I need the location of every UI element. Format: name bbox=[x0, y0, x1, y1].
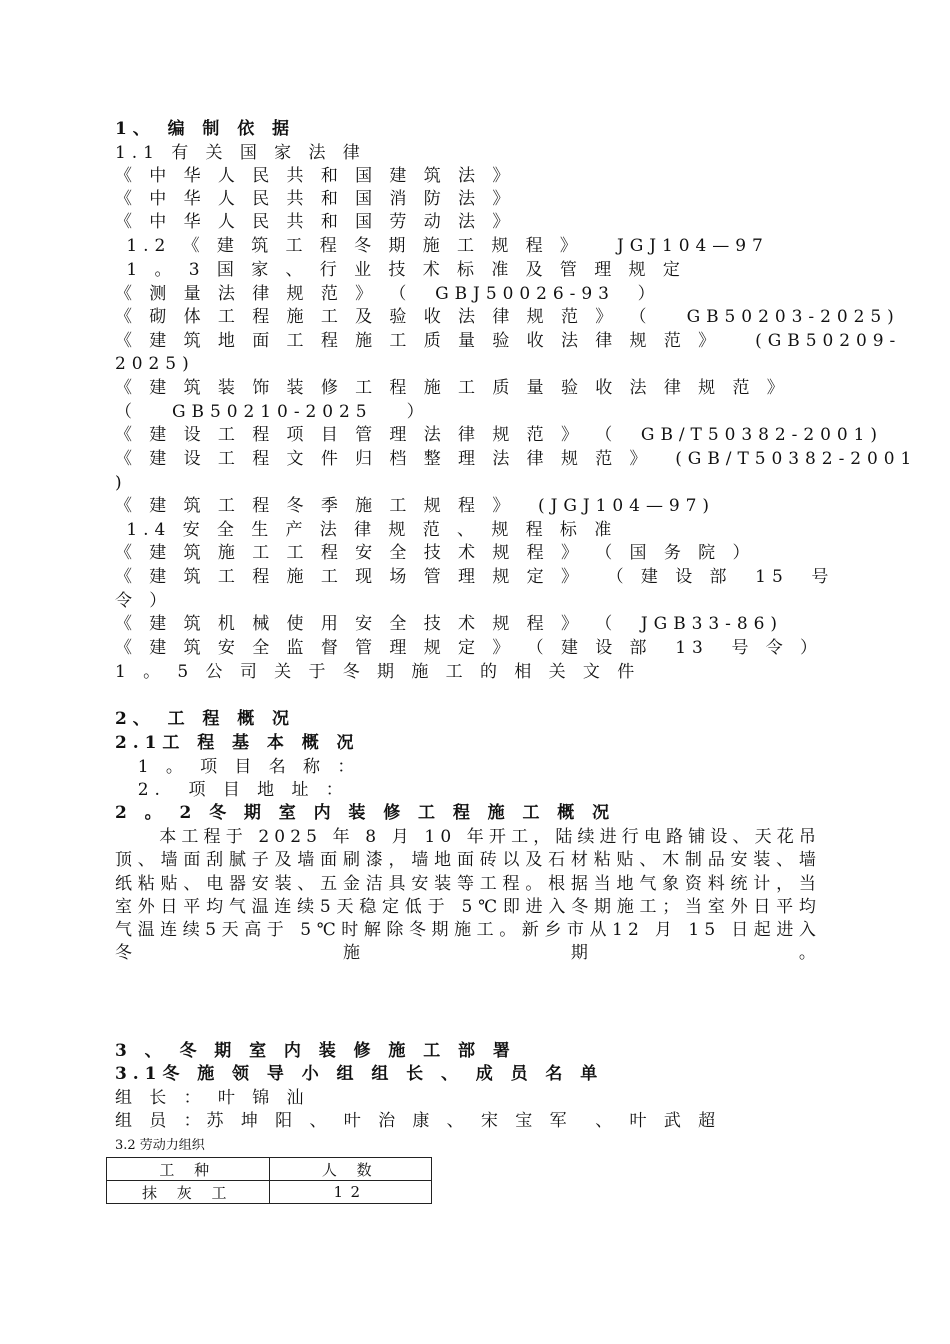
basis-line: （ GB50210-2025 ） bbox=[115, 402, 430, 422]
leader-line: 组 长 ： 叶 锦 汕 bbox=[115, 1088, 310, 1108]
project-address-line: 2. 项 目 地 址 ： bbox=[115, 780, 349, 800]
section-1-heading: 1、 编 制 依 据 bbox=[115, 119, 296, 139]
section-2-2-heading: 2 。 2 冬 期 室 内 装 修 工 程 施 工 概 况 bbox=[115, 803, 616, 823]
basis-line: 《 砌 体 工 程 施 工 及 验 收 法 律 规 范 》 （ GB50203-2025) bbox=[115, 307, 900, 327]
basis-line: 《 建 筑 工 程 施 工 现 场 管 理 规 定 》 （ 建 设 部 15 号 bbox=[115, 567, 835, 587]
section-3-heading: 3 、 冬 期 室 内 装 修 施 工 部 署 bbox=[115, 1041, 516, 1061]
table-row bbox=[107, 1181, 432, 1204]
basis-line: 《 中 华 人 民 共 和 国 劳 动 法 》 bbox=[115, 212, 516, 232]
basis-line: 《 中 华 人 民 共 和 国 建 筑 法 》 bbox=[115, 166, 516, 186]
section-3-1-heading: 3.1冬 施 领 导 小 组 组 长 、 成 员 名 单 bbox=[115, 1064, 604, 1084]
table-cell: 抹 灰 工 bbox=[107, 1181, 270, 1204]
basis-line: 1 。 3 国 家 、 行 业 技 术 标 准 及 管 理 规 定 bbox=[115, 260, 686, 280]
construction-overview-paragraph: 本工程于 2025 年 8 月 10 年开工，陆续进行电路铺设、天花吊顶、墙面刮腻子及墙面刷漆，墙地面砖以及石材粘贴、木制品安装、墙纸粘贴、电器安装、五金洁具安装等工程。根据当地气象资料统计，当室外日平均气温连续5天稳定低于 5℃即进入冬期施工；当室外日平均气温连续5天高于 5℃时解除冬期施工。新乡市从12 月 15 日起进入冬施期。 bbox=[115, 827, 821, 964]
basis-line: 《 建 筑 施 工 工 程 安 全 技 术 规 程 》 （ 国 务 院 ） bbox=[115, 543, 756, 563]
table-header-row bbox=[107, 1158, 432, 1181]
basis-line: 2025) bbox=[115, 354, 195, 374]
section-3-2-heading: 3.2 劳动力组织 bbox=[115, 1138, 205, 1153]
basis-line: 《 中 华 人 民 共 和 国 消 防 法 》 bbox=[115, 189, 516, 209]
section-2-heading: 2、 工 程 概 况 bbox=[115, 709, 296, 729]
basis-line: 《 建 设 工 程 项 目 管 理 法 律 规 范 》 （ GB/T50382-2001) bbox=[115, 425, 884, 445]
basis-line: 《 建 筑 安 全 监 督 管 理 规 定 》 （ 建 设 部 13 号 令 ） bbox=[115, 638, 824, 658]
table-cell: 12 bbox=[270, 1181, 432, 1204]
basis-line: 1.4 安 全 生 产 法 律 规 范 、 规 程 标 准 bbox=[115, 520, 618, 540]
basis-line: 令 ） bbox=[115, 591, 173, 611]
labor-table bbox=[106, 1157, 432, 1204]
basis-line: 《 建 筑 工 程 冬 季 施 工 规 程 》 (JGJ104—97) bbox=[115, 496, 716, 516]
basis-line: 《 建 筑 装 饰 装 修 工 程 施 工 质 量 验 收 法 律 规 范 》 bbox=[115, 378, 790, 398]
basis-line: 《 测 量 法 律 规 范 》 （ GBJ50026-93 ） bbox=[115, 284, 661, 304]
basis-line: 1.2 《 建 筑 工 程 冬 期 施 工 规 程 》 JGJ104—97 bbox=[115, 236, 769, 256]
basis-line: 《 建 设 工 程 文 件 归 档 整 理 法 律 规 范 》 (GB/T50382-2001 bbox=[115, 449, 918, 469]
basis-line: 《 建 筑 机 械 使 用 安 全 技 术 规 程 》 （ JGB33-86) bbox=[115, 614, 783, 634]
basis-line: 1 。 5 公 司 关 于 冬 期 施 工 的 相 关 文 件 bbox=[115, 662, 641, 682]
section-2-1-heading: 2.1工 程 基 本 概 况 bbox=[115, 733, 360, 753]
table-header-cell: 工 种 bbox=[107, 1158, 270, 1181]
members-line: 组 员 ：苏 坤 阳 、 叶 治 康 、 宋 宝 军 、 叶 武 超 bbox=[115, 1111, 722, 1131]
basis-line: 《 建 筑 地 面 工 程 施 工 质 量 验 收 法 律 规 范 》 (GB50209- bbox=[115, 331, 902, 351]
basis-line: ) bbox=[115, 473, 128, 493]
basis-line: 1.1 有 关 国 家 法 律 bbox=[115, 143, 366, 163]
project-name-line: 1 。 项 目 名 称 ： bbox=[115, 757, 361, 777]
table-header-cell: 人 数 bbox=[270, 1158, 432, 1181]
